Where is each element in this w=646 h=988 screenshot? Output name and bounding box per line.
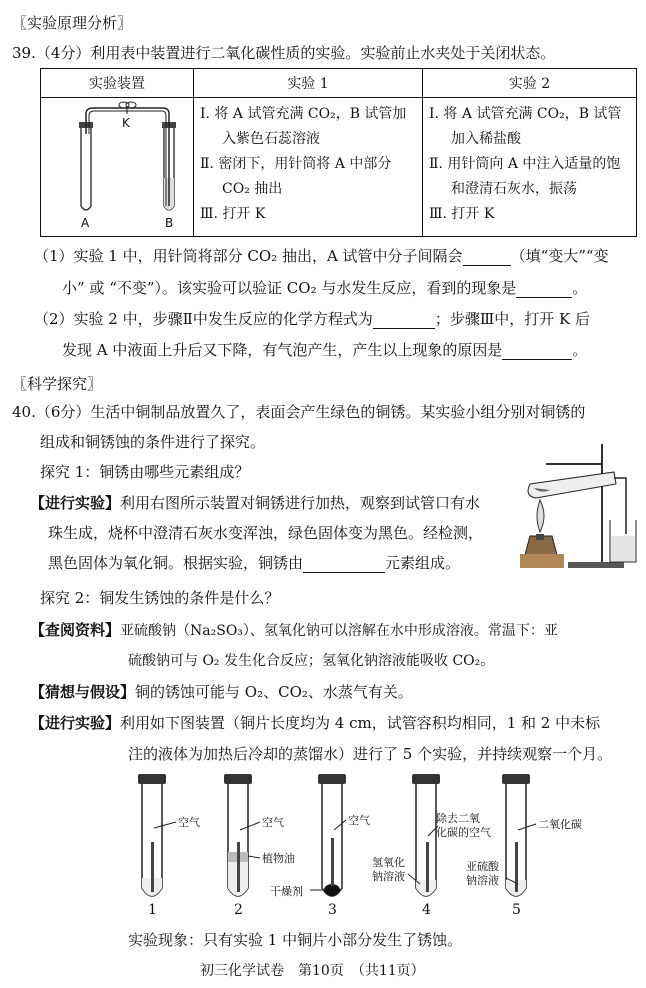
exp1-cell bbox=[194, 98, 423, 237]
clamp-label: K bbox=[122, 116, 130, 130]
tube-2-number: 2 bbox=[234, 902, 243, 918]
ref-text1: 亚硫酸钠（Na₂SO₃）、氢氧化钠可以溶解在水中形成溶液。常温下：亚 bbox=[120, 623, 558, 639]
q40-exp1-line3 bbox=[48, 553, 460, 573]
answer-blank[interactable] bbox=[502, 343, 572, 360]
tube-2-drawing bbox=[224, 774, 260, 896]
q39-sub2-text: （2）实验 2 中，步骤Ⅱ中发生反应的化学方程式为 bbox=[34, 310, 373, 328]
exp1-step-3: Ⅲ. 打开 K bbox=[200, 206, 266, 222]
apparatus-cell bbox=[41, 98, 194, 237]
exp1-text1: 利用右图所示装置对铜锈进行加热，观察到试管口有水 bbox=[120, 494, 481, 512]
answer-blank[interactable] bbox=[516, 281, 572, 298]
q39-intro: 39.（4分）利用表中装置进行二氧化碳性质的实验。实验前止水夹处于关闭状态。 bbox=[12, 44, 556, 62]
section-title-analysis: 〖实验原理分析〗 bbox=[12, 14, 133, 32]
tube-2-label-air: 空气 bbox=[262, 816, 284, 829]
answer-blank[interactable] bbox=[463, 249, 511, 266]
exp2-text1: 利用如下图装置（铜片长度均为 4 cm，试管容积均相同，1 和 2 中未标 bbox=[120, 714, 601, 732]
table-header-exp2: 实验 2 bbox=[423, 69, 637, 98]
q39-sub2-text-end: ；步骤Ⅲ中，打开 K 后 bbox=[434, 310, 591, 328]
test-tubes-svg bbox=[120, 770, 600, 920]
tube-5-label-co2: 二氧化碳 bbox=[538, 818, 582, 831]
tube-4-label-4: 钠溶液 bbox=[372, 870, 405, 883]
q40-phenomenon: 实验现象：只有实验 1 中铜片小部分发生了锈蚀。 bbox=[128, 931, 463, 949]
ref-label: 【查阅资料】 bbox=[30, 621, 121, 639]
tube-3-drawing bbox=[310, 774, 346, 896]
tube-a-label: A bbox=[81, 216, 90, 230]
q39-sub2-line2 bbox=[62, 340, 587, 360]
q39-sub1-line2 bbox=[62, 278, 587, 298]
tube-b-label: B bbox=[165, 216, 174, 230]
q39-sub1-text2: 小” 或 “不变”）。该实验可以验证 CO₂ 与水发生反应，看到的现象是 bbox=[62, 279, 517, 297]
tube-4-label-2: 化碳的空气 bbox=[436, 826, 491, 839]
tube-1-number: 1 bbox=[148, 902, 157, 918]
exp2-step-3: Ⅲ. 打开 K bbox=[429, 206, 495, 222]
page-footer: 初三化学试卷 第10页 （共11页） bbox=[200, 963, 425, 979]
test-tubes-figure bbox=[120, 770, 600, 920]
q40-exp1-line2: 珠生成，烧杯中澄清石灰水变浑浊，绿色固体变为黑色。经检测， bbox=[48, 524, 484, 542]
exp1-step-2: Ⅱ. 密闭下，用针筒将 A 中部分 CO₂ 抽出 bbox=[200, 156, 392, 197]
experiment-table bbox=[40, 68, 637, 237]
tube-5-label-1: 亚硫酸 bbox=[466, 860, 499, 873]
exp2-cell bbox=[423, 98, 637, 237]
exp1-step-1: Ⅰ. 将 A 试管充满 CO₂，B 试管加入紫色石蕊溶液 bbox=[200, 106, 407, 147]
exp1-text3-end: 元素组成。 bbox=[385, 554, 461, 572]
tube-1-label-air: 空气 bbox=[178, 816, 200, 829]
tube-4-label-1: 除去二氧 bbox=[436, 812, 480, 825]
section-title-inquiry: 〖科学探究〗 bbox=[12, 375, 103, 393]
q40-exp2-line2: 注的液体为加热后冷却的蒸馏水）进行了 5 个实验，并持续观察一个月。 bbox=[128, 745, 613, 763]
q39-sub2-text2-end: 。 bbox=[572, 341, 588, 359]
q39-sub1-text2-end: 。 bbox=[572, 279, 588, 297]
exp1-text3: 黑色固体为氧化铜。根据实验，铜锈由 bbox=[48, 554, 304, 572]
q40-exp1-line1 bbox=[30, 493, 480, 513]
exp2-step-1: Ⅰ. 将 A 试管充满 CO₂，B 试管加入稀盐酸 bbox=[429, 106, 622, 147]
tube-5-drawing bbox=[502, 774, 536, 896]
exp2-step-2: Ⅱ. 用针筒向 A 中注入适量的饱和澄清石灰水，振荡 bbox=[429, 156, 621, 197]
tube-1-drawing bbox=[138, 774, 176, 896]
tube-4-label-3: 氢氧化 bbox=[372, 856, 405, 869]
q40-exp2-line1 bbox=[30, 713, 600, 733]
answer-blank[interactable] bbox=[303, 556, 385, 573]
tube-5-number: 5 bbox=[512, 902, 521, 918]
q40-ref-line1 bbox=[30, 620, 558, 641]
tube-4-number: 4 bbox=[422, 902, 431, 918]
tube-2-label-oil: 植物油 bbox=[262, 852, 295, 865]
table-header-apparatus: 实验装置 bbox=[41, 69, 194, 98]
tube-3-label-desiccant: 干燥剂 bbox=[270, 885, 303, 898]
hyp-text: 铜的锈蚀可能与 O₂、CO₂、水蒸气有关。 bbox=[135, 683, 413, 701]
q39-sub1-line1 bbox=[34, 246, 609, 266]
q40-hyp-line bbox=[30, 682, 413, 702]
tube-5-label-2: 钠溶液 bbox=[466, 874, 499, 887]
exp-label: 【进行实验】 bbox=[30, 494, 121, 512]
q40-inquiry2: 探究 2：铜发生锈蚀的条件是什么？ bbox=[40, 589, 280, 607]
q39-sub1-text-end: （填“变大”“变 bbox=[510, 247, 609, 265]
answer-blank[interactable] bbox=[373, 312, 435, 329]
table-header-exp1: 实验 1 bbox=[194, 69, 423, 98]
heating-apparatus-image bbox=[516, 436, 638, 572]
q40-ref-line2: 硫酸钠可与 O₂ 发生化合反应；氢氧化钠溶液能吸收 CO₂。 bbox=[128, 653, 495, 669]
q39-sub2-line1 bbox=[34, 309, 590, 329]
tube-3-number: 3 bbox=[328, 902, 337, 918]
hyp-label: 【猜想与假设】 bbox=[30, 683, 136, 701]
exp-label-2: 【进行实验】 bbox=[30, 714, 121, 732]
q40-inquiry1: 探究 1：铜锈由哪些元素组成？ bbox=[40, 463, 250, 481]
q39-sub1-text: （1）实验 1 中，用针筒将部分 CO₂ 抽出，A 试管中分子间隔会 bbox=[34, 247, 463, 265]
tube-3-label-air: 空气 bbox=[348, 814, 370, 827]
q39-sub2-text2: 发现 A 中液面上升后又下降，有气泡产生，产生以上现象的原因是 bbox=[62, 341, 503, 359]
q40-intro-line1: 40.（6分）生活中铜制品放置久了，表面会产生绿色的铜锈。某实验小组分别对铜锈的 bbox=[12, 403, 586, 421]
q40-intro-line2: 组成和铜锈蚀的条件进行了探究。 bbox=[40, 433, 266, 451]
